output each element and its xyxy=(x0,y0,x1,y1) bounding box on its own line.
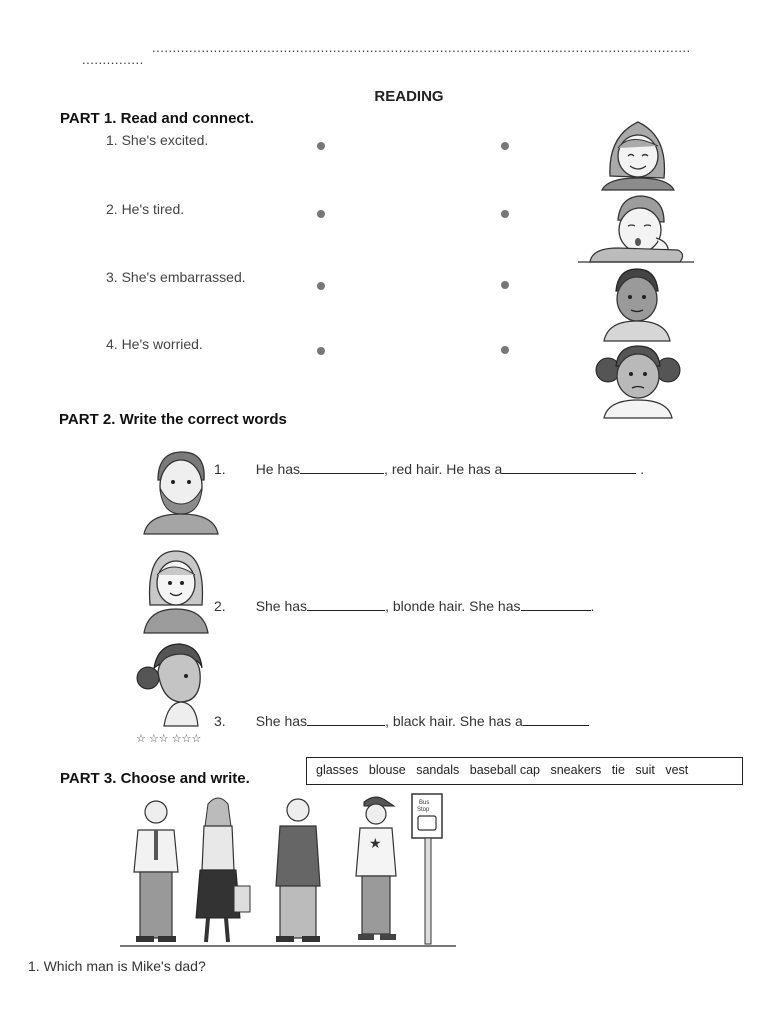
left-connect-dot[interactable] xyxy=(317,282,325,290)
word-bank-item: vest xyxy=(665,763,689,777)
part1-heading: PART 1. Read and connect. xyxy=(60,110,254,127)
left-connect-dot[interactable] xyxy=(317,210,325,218)
answer-blank[interactable] xyxy=(300,461,384,474)
word-bank-item: sneakers xyxy=(550,763,602,777)
girl-blonde-picture xyxy=(142,545,210,633)
answer-blank[interactable] xyxy=(521,598,591,611)
right-connect-dot[interactable] xyxy=(501,142,509,150)
left-connect-dot[interactable] xyxy=(317,347,325,355)
part2-heading: PART 2. Write the correct words xyxy=(59,411,287,428)
svg-text:Bus: Bus xyxy=(419,800,430,806)
word-bank-item: baseball cap xyxy=(469,763,540,777)
name-line-start: ............... xyxy=(82,52,144,67)
part1-item-3: 3. She's embarrassed. xyxy=(106,269,246,285)
sentence-1-number: 1. xyxy=(214,461,226,477)
right-connect-dot[interactable] xyxy=(501,281,509,289)
part3-question-1: 1. Which man is Mike's dad? xyxy=(28,958,206,974)
excited-girl-picture xyxy=(600,116,676,190)
page-title: READING xyxy=(374,88,444,105)
man-beard-picture xyxy=(142,448,220,534)
tired-boy-picture xyxy=(578,192,694,264)
right-connect-dot[interactable] xyxy=(501,346,509,354)
part3-heading: PART 3. Choose and write. xyxy=(60,770,250,787)
word-bank-item: suit xyxy=(635,763,655,777)
word-bank-item: sandals xyxy=(416,763,460,777)
svg-text:★: ★ xyxy=(369,835,382,851)
word-bank-item: blouse xyxy=(368,763,406,777)
sentence-2-number: 2. xyxy=(214,598,226,614)
worried-boy-picture xyxy=(594,342,682,418)
part1-item-1: 1. She's excited. xyxy=(106,132,209,148)
people-at-bus-stop-picture xyxy=(120,790,456,952)
right-connect-dot[interactable] xyxy=(501,210,509,218)
embarrassed-girl-picture xyxy=(600,265,674,341)
answer-blank[interactable] xyxy=(523,713,589,726)
word-bank-item: glasses xyxy=(316,763,359,777)
sentence-3: 3. She has , black hair. She has a xyxy=(214,713,589,729)
part1-item-4: 4. He's worried. xyxy=(106,336,203,352)
part1-item-2: 2. He's tired. xyxy=(106,201,185,217)
left-connect-dot[interactable] xyxy=(317,142,325,150)
answer-blank[interactable] xyxy=(502,461,636,474)
word-bank-item: tie xyxy=(611,763,625,777)
sentence-1: 1. He has , red hair. He has a . xyxy=(214,461,645,477)
svg-text:☆ ☆☆ ☆☆☆: ☆ ☆☆ ☆☆☆ xyxy=(136,733,202,745)
answer-blank[interactable] xyxy=(307,598,385,611)
svg-text:Stop: Stop xyxy=(417,807,430,813)
sentence-2: 2. She has , blonde hair. She has . xyxy=(214,598,595,614)
name-line: ................................................................................................................................... xyxy=(152,40,691,55)
girl-black-hair-picture xyxy=(134,638,212,748)
sentence-3-number: 3. xyxy=(214,713,226,729)
word-bank xyxy=(306,757,743,785)
answer-blank[interactable] xyxy=(307,713,385,726)
